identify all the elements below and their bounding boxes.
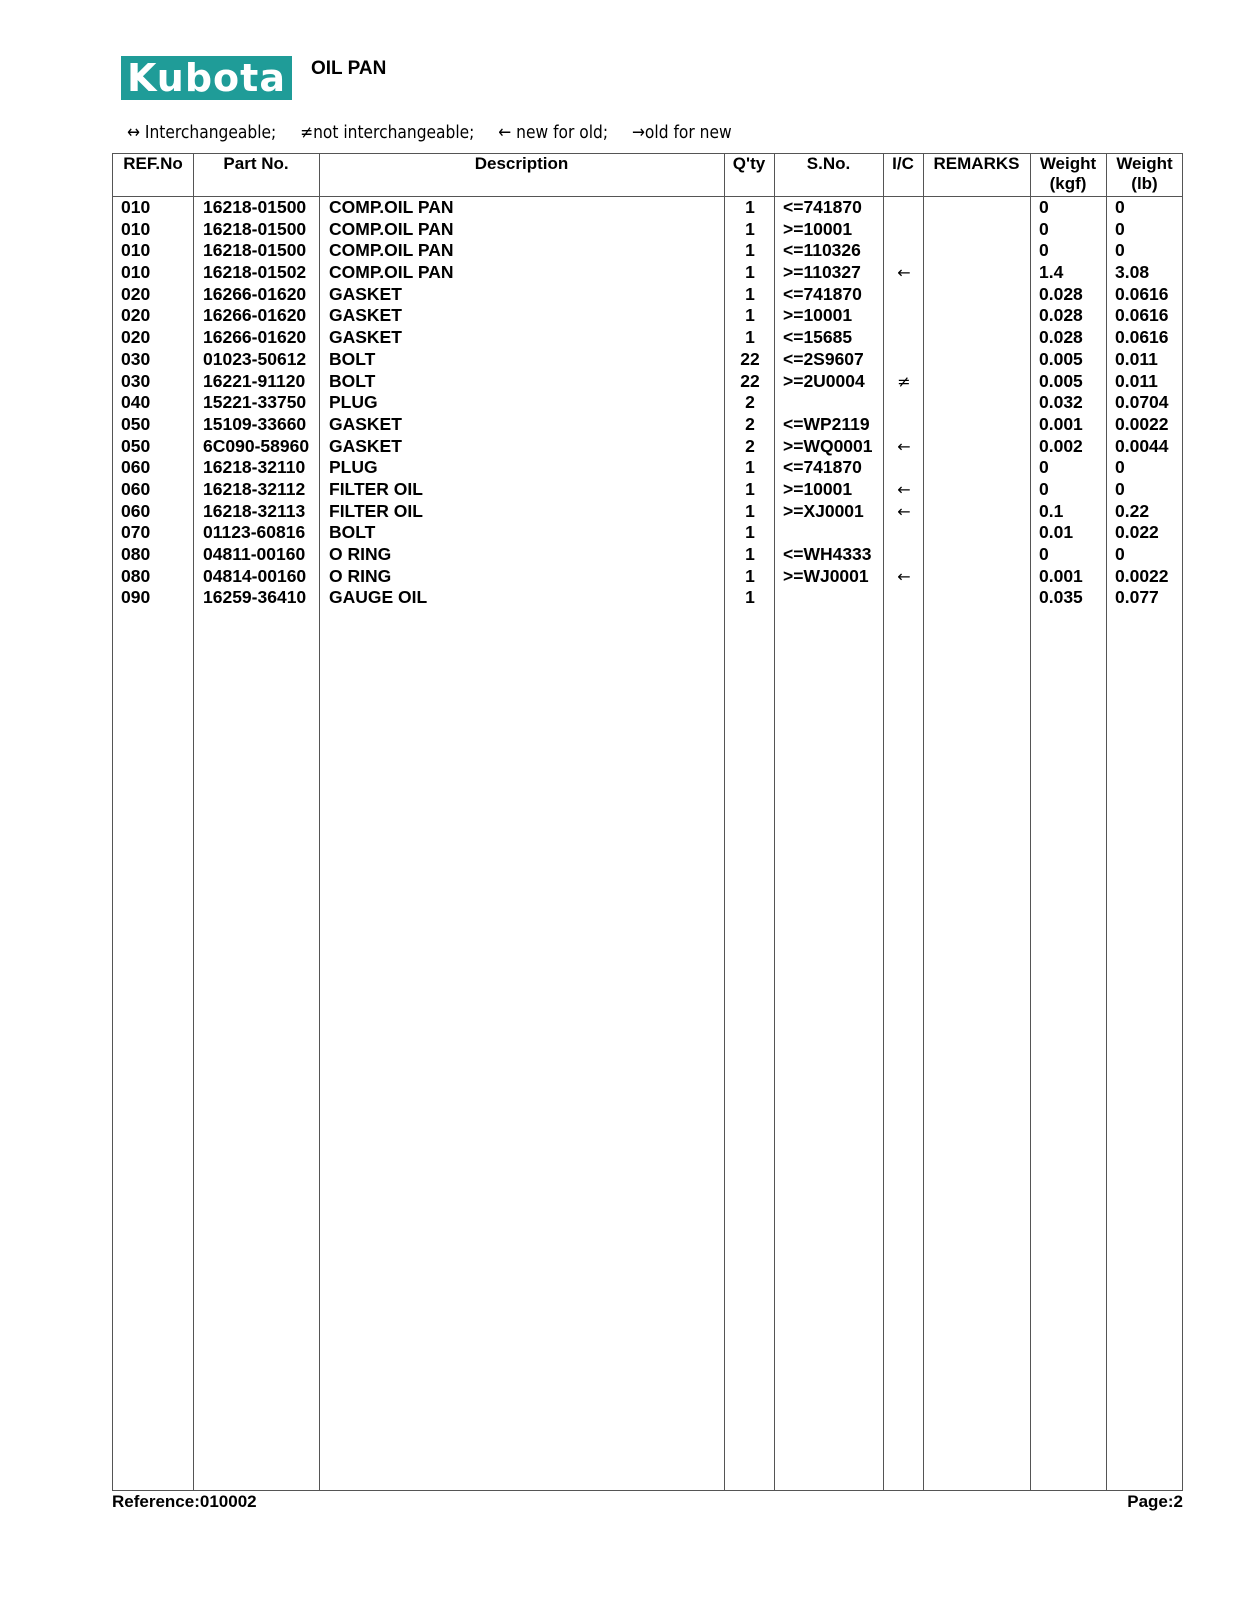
cell-ref-no: 060 [121, 457, 151, 478]
page-number: Page:2 [1127, 1492, 1183, 1511]
cell-ic: ← [897, 263, 911, 283]
cell-description: GAUGE OIL [329, 587, 428, 608]
cell-weight-kgf: 0 [1039, 197, 1049, 217]
cell-weight-lb: 3.08 [1115, 262, 1150, 283]
cell-ic: ← [897, 566, 911, 586]
header-weight-label: Weight [1039, 154, 1097, 173]
cell-ic: ≠ [897, 371, 911, 391]
table-row [113, 457, 1182, 479]
cell-weight-lb: 0 [1115, 218, 1125, 239]
legend-label: not interchangeable; [313, 122, 475, 143]
cell-part-no: 16266-01620 [203, 305, 307, 326]
legend-item-not-interchangeable [300, 122, 474, 143]
cell-part-no: 16259-36410 [203, 587, 307, 608]
cell-part-no: 15221-33750 [203, 392, 307, 413]
cell-qty: 1 [745, 262, 755, 283]
cell-part-no: 04811-00160 [203, 544, 306, 564]
interchangeability-legend [127, 122, 751, 143]
cell-weight-kgf: 0.1 [1039, 500, 1064, 521]
cell-description: COMP.OIL PAN [329, 218, 454, 239]
cell-qty: 1 [745, 305, 755, 326]
cell-ref-no: 080 [121, 565, 151, 586]
cell-weight-lb: 0 [1115, 478, 1125, 499]
cell-part-no: 16218-01502 [203, 262, 307, 283]
cell-ref-no: 010 [121, 240, 151, 261]
cell-description: GASKET [329, 413, 402, 434]
table-row [113, 587, 1182, 609]
table-row [113, 371, 1182, 393]
cell-serial-no: <=741870 [783, 283, 862, 304]
table-row [113, 327, 1182, 349]
table-row [113, 501, 1182, 523]
cell-qty: 22 [740, 348, 760, 369]
table-row [113, 392, 1182, 414]
cell-weight-kgf: 0.028 [1039, 305, 1083, 326]
table-row [113, 566, 1182, 588]
legend-item-interchangeable [127, 122, 276, 143]
left-arrow-icon: ← [498, 122, 512, 143]
cell-serial-no: >=WQ0001 [783, 435, 873, 456]
not-equal-icon: ≠ [300, 122, 314, 143]
table-row [113, 479, 1182, 501]
cell-serial-no: <=741870 [783, 197, 862, 217]
cell-description: COMP.OIL PAN [329, 197, 454, 217]
cell-weight-lb: 0.0616 [1115, 327, 1169, 348]
cell-ref-no: 010 [121, 197, 151, 217]
cell-description: BOLT [329, 348, 376, 369]
cell-weight-lb: 0 [1115, 544, 1125, 564]
cell-serial-no: >=10001 [783, 478, 853, 499]
cell-qty: 1 [745, 218, 755, 239]
cell-qty: 1 [745, 587, 755, 608]
cell-description: PLUG [329, 457, 378, 478]
cell-ref-no: 050 [121, 413, 151, 434]
legend-label: old for new [644, 122, 732, 143]
cell-weight-lb: 0.22 [1115, 500, 1150, 521]
cell-ref-no: 030 [121, 370, 151, 391]
header-ref: REF.No [123, 154, 183, 173]
cell-serial-no: >=WJ0001 [783, 565, 869, 586]
cell-weight-lb: 0.0022 [1115, 413, 1169, 434]
cell-weight-kgf: 0 [1039, 544, 1049, 564]
cell-qty: 1 [745, 197, 755, 217]
cell-qty: 1 [745, 544, 755, 564]
cell-weight-kgf: 0.032 [1039, 392, 1083, 413]
header-ic: I/C [892, 154, 914, 173]
cell-serial-no: <=15685 [783, 327, 853, 348]
table-body [113, 197, 1182, 609]
header-weight-lb [1106, 154, 1183, 194]
cell-part-no: 16218-01500 [203, 197, 307, 217]
table-row [113, 197, 1182, 219]
cell-weight-kgf: 0.005 [1039, 348, 1083, 369]
cell-qty: 1 [745, 500, 755, 521]
cell-part-no: 01123-60816 [203, 522, 306, 543]
header-serial-no: S.No. [806, 154, 851, 173]
cell-qty: 1 [745, 327, 755, 348]
cell-serial-no: <=WH4333 [783, 544, 872, 564]
interchangeable-icon: ↔ [127, 122, 140, 143]
header-weight-unit: (lb) [1131, 174, 1158, 193]
table-row [113, 219, 1182, 241]
cell-ref-no: 030 [121, 348, 151, 369]
cell-ref-no: 010 [121, 262, 151, 283]
cell-part-no: 16218-32110 [203, 457, 306, 478]
cell-qty: 22 [740, 370, 760, 391]
cell-weight-kgf: 1.4 [1039, 262, 1064, 283]
cell-weight-lb: 0.0022 [1115, 565, 1169, 586]
legend-label: Interchangeable; [144, 122, 277, 143]
cell-ic: ← [897, 501, 911, 521]
cell-ic: ← [897, 479, 911, 499]
table-row [113, 284, 1182, 306]
table-row [113, 436, 1182, 458]
cell-weight-lb: 0.011 [1115, 348, 1158, 369]
header-weight-kgf [1030, 154, 1106, 194]
cell-weight-lb: 0.022 [1115, 522, 1159, 543]
cell-part-no: 16218-01500 [203, 240, 307, 261]
cell-ref-no: 040 [121, 392, 151, 413]
cell-part-no: 16218-32113 [203, 500, 306, 521]
cell-weight-lb: 0.0616 [1115, 283, 1169, 304]
table-row [113, 349, 1182, 371]
cell-serial-no: >=10001 [783, 305, 853, 326]
cell-serial-no: >=110327 [783, 262, 861, 283]
cell-serial-no: <=WP2119 [783, 413, 870, 434]
cell-weight-kgf: 0 [1039, 218, 1049, 239]
cell-weight-kgf: 0.028 [1039, 327, 1083, 348]
cell-description: O RING [329, 544, 392, 564]
table-row [113, 305, 1182, 327]
reference-number: Reference:010002 [112, 1492, 257, 1511]
cell-qty: 2 [745, 392, 755, 413]
cell-qty: 1 [745, 565, 755, 586]
cell-description: FILTER OIL [329, 478, 423, 499]
cell-weight-lb: 0 [1115, 197, 1125, 217]
cell-qty: 1 [745, 457, 755, 478]
cell-weight-kgf: 0 [1039, 478, 1049, 499]
table-row [113, 544, 1182, 566]
cell-weight-lb: 0 [1115, 457, 1125, 478]
cell-ref-no: 090 [121, 587, 151, 608]
cell-weight-kgf: 0.028 [1039, 283, 1083, 304]
header-remarks: REMARKS [933, 154, 1020, 173]
cell-part-no: 16266-01620 [203, 283, 307, 304]
cell-qty: 1 [745, 522, 755, 543]
cell-serial-no: <=2S9607 [783, 348, 864, 369]
cell-qty: 2 [745, 413, 755, 434]
cell-description: COMP.OIL PAN [329, 240, 454, 261]
cell-serial-no: <=110326 [783, 240, 861, 261]
cell-part-no: 6C090-58960 [203, 435, 310, 456]
legend-item-old-for-new [632, 122, 732, 143]
cell-ref-no: 010 [121, 218, 151, 239]
cell-description: FILTER OIL [329, 500, 423, 521]
parts-table [112, 153, 1183, 1491]
cell-serial-no: >=2U0004 [783, 370, 865, 391]
cell-weight-kgf: 0.001 [1039, 413, 1083, 434]
cell-part-no: 01023-50612 [203, 348, 307, 369]
cell-part-no: 16221-91120 [203, 370, 306, 391]
legend-item-new-for-old [498, 122, 608, 143]
cell-ic: ← [897, 436, 911, 456]
cell-ref-no: 070 [121, 522, 151, 543]
table-row [113, 414, 1182, 436]
cell-ref-no: 080 [121, 544, 151, 564]
table-row [113, 240, 1182, 262]
table-row [113, 522, 1182, 544]
logo-text: Kubota [127, 56, 286, 100]
cell-description: PLUG [329, 392, 378, 413]
page-title: OIL PAN [311, 58, 387, 79]
cell-weight-kgf: 0.001 [1039, 565, 1083, 586]
header-weight-unit: (kgf) [1049, 174, 1087, 193]
cell-weight-kgf: 0.005 [1039, 370, 1083, 391]
cell-description: GASKET [329, 435, 402, 456]
cell-description: GASKET [329, 283, 402, 304]
cell-ref-no: 020 [121, 305, 151, 326]
cell-part-no: 16266-01620 [203, 327, 307, 348]
cell-weight-lb: 0 [1115, 240, 1125, 261]
cell-weight-lb: 0.011 [1115, 370, 1158, 391]
cell-ref-no: 020 [121, 283, 151, 304]
cell-description: O RING [329, 565, 392, 586]
cell-qty: 2 [745, 435, 755, 456]
cell-part-no: 16218-32112 [203, 478, 306, 499]
cell-weight-lb: 0.0704 [1115, 392, 1169, 413]
cell-weight-lb: 0.077 [1115, 587, 1159, 608]
kubota-logo [121, 56, 292, 100]
header-description: Description [474, 154, 569, 173]
cell-serial-no: >=10001 [783, 218, 853, 239]
cell-part-no: 16218-01500 [203, 218, 307, 239]
cell-weight-kgf: 0 [1039, 457, 1049, 478]
cell-description: GASKET [329, 305, 402, 326]
cell-description: COMP.OIL PAN [329, 262, 454, 283]
cell-ref-no: 060 [121, 478, 151, 499]
cell-qty: 1 [745, 478, 755, 499]
legend-label: new for old; [516, 122, 609, 143]
cell-description: BOLT [329, 522, 376, 543]
cell-ref-no: 050 [121, 435, 151, 456]
cell-weight-kgf: 0.01 [1039, 522, 1074, 543]
cell-description: GASKET [329, 327, 402, 348]
cell-description: BOLT [329, 370, 376, 391]
cell-qty: 1 [745, 283, 755, 304]
cell-weight-kgf: 0.035 [1039, 587, 1083, 608]
cell-weight-kgf: 0 [1039, 240, 1049, 261]
table-row [113, 262, 1182, 284]
header-part-no: Part No. [223, 154, 289, 173]
cell-ref-no: 020 [121, 327, 151, 348]
cell-weight-lb: 0.0616 [1115, 305, 1169, 326]
cell-part-no: 15109-33660 [203, 413, 307, 434]
header-qty: Q'ty [732, 154, 766, 173]
cell-qty: 1 [745, 240, 755, 261]
cell-ref-no: 060 [121, 500, 151, 521]
header-weight-label: Weight [1116, 154, 1173, 173]
cell-serial-no: >=XJ0001 [783, 500, 864, 521]
right-arrow-icon: → [631, 122, 645, 143]
cell-weight-lb: 0.0044 [1115, 435, 1169, 456]
cell-part-no: 04814-00160 [203, 565, 307, 586]
cell-serial-no: <=741870 [783, 457, 862, 478]
cell-weight-kgf: 0.002 [1039, 435, 1083, 456]
